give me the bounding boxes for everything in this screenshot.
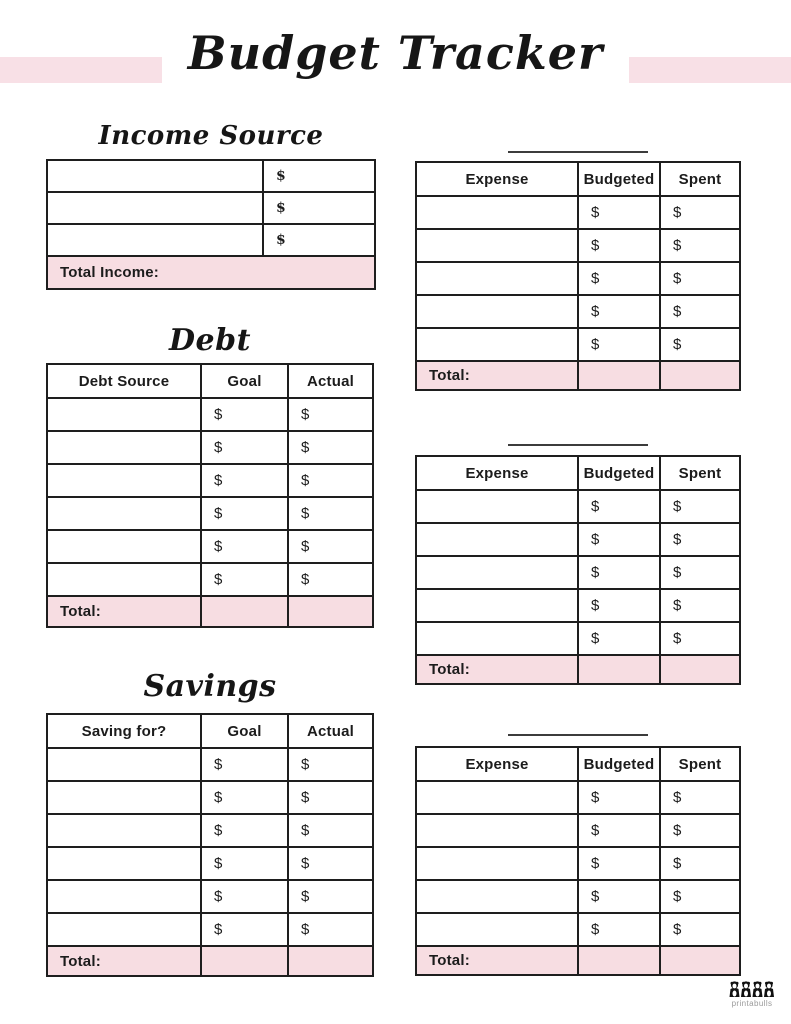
debt-source-header: Debt Source (48, 365, 202, 397)
spent-cell (661, 197, 739, 228)
expense-cell (417, 557, 579, 588)
income-source-cell (48, 193, 264, 223)
total-row (417, 947, 739, 974)
total-row (48, 257, 374, 288)
dollar-sign: $ (591, 204, 600, 221)
total-row (48, 947, 372, 975)
debt-source-cell (48, 498, 202, 529)
total-label: Total: (417, 362, 579, 389)
spent-total-cell (661, 362, 739, 389)
category-blank-line (508, 444, 648, 446)
saving-for-cell (48, 749, 202, 780)
dollar-sign: $ (591, 597, 600, 614)
goal-cell (202, 749, 289, 780)
dollar-sign: $ (591, 855, 600, 872)
goal-header: Goal (202, 365, 289, 397)
total-label: Total: (417, 947, 579, 974)
dollar-sign: $ (591, 564, 600, 581)
dollar-sign: $ (591, 888, 600, 905)
header-row (417, 457, 739, 491)
expense-header: Expense (417, 748, 579, 780)
spent-cell (661, 557, 739, 588)
total-row (417, 656, 739, 683)
dollar-sign: $ (673, 822, 682, 839)
table-row (48, 531, 372, 564)
table-row (48, 161, 374, 193)
saving-for-header: Saving for? (48, 715, 202, 747)
bull-icon (729, 980, 775, 998)
header-row (417, 163, 739, 197)
spent-cell (661, 524, 739, 555)
budgeted-cell (579, 557, 661, 588)
dollar-sign: $ (673, 564, 682, 581)
spent-cell (661, 782, 739, 813)
actual-cell (289, 498, 372, 529)
actual-cell (289, 399, 372, 430)
dollar-sign: $ (591, 498, 600, 515)
dollar-sign: $ (673, 630, 682, 647)
table-row (417, 590, 739, 623)
expense-cell (417, 197, 579, 228)
category-blank-line (508, 151, 648, 153)
goal-cell (202, 914, 289, 945)
income-amount-cell (264, 225, 374, 255)
printabulls-logo (722, 980, 782, 1008)
income-section-title: Income Source (98, 121, 324, 151)
spent-cell (661, 590, 739, 621)
dollar-sign: $ (214, 855, 223, 872)
budgeted-cell (579, 623, 661, 654)
actual-cell (289, 782, 372, 813)
dollar-sign: $ (301, 789, 310, 806)
spent-cell (661, 881, 739, 912)
dollar-sign: $ (673, 921, 682, 938)
actual-total-cell (289, 947, 372, 975)
budgeted-cell (579, 197, 661, 228)
actual-cell (289, 749, 372, 780)
expense-cell (417, 848, 579, 879)
expense-cell (417, 296, 579, 327)
budgeted-cell (579, 329, 661, 360)
budgeted-total-cell (579, 656, 661, 683)
expense-cell (417, 815, 579, 846)
expense-cell (417, 491, 579, 522)
goal-cell (202, 782, 289, 813)
goal-cell (202, 465, 289, 496)
table-row (417, 230, 739, 263)
expense-cell (417, 329, 579, 360)
table-row (417, 914, 739, 947)
dollar-sign: $ (673, 336, 682, 353)
goal-cell (202, 432, 289, 463)
total-row (417, 362, 739, 389)
dollar-sign: $ (301, 538, 310, 555)
actual-cell (289, 914, 372, 945)
debt-source-cell (48, 432, 202, 463)
debt-source-cell (48, 531, 202, 562)
actual-cell (289, 881, 372, 912)
spent-total-cell (661, 656, 739, 683)
table-row (417, 881, 739, 914)
goal-total-cell (202, 947, 289, 975)
spent-cell (661, 296, 739, 327)
saving-for-cell (48, 881, 202, 912)
dollar-sign: $ (673, 597, 682, 614)
table-row (417, 263, 739, 296)
spent-cell (661, 230, 739, 261)
dollar-sign: $ (591, 822, 600, 839)
dollar-sign: $ (673, 789, 682, 806)
savings-table (46, 713, 374, 977)
dollar-sign: $ (214, 756, 223, 773)
budgeted-cell (579, 524, 661, 555)
budgeted-cell (579, 914, 661, 945)
dollar-sign: $ (276, 200, 286, 216)
expense-table-1 (415, 161, 741, 391)
expense-table-3 (415, 746, 741, 976)
spent-header: Spent (678, 464, 722, 482)
budgeted-cell (579, 815, 661, 846)
budgeted-cell (579, 848, 661, 879)
table-row (417, 557, 739, 590)
table-row (48, 881, 372, 914)
expense-cell (417, 623, 579, 654)
table-row (417, 848, 739, 881)
goal-cell (202, 564, 289, 595)
goal-total-cell (202, 597, 289, 626)
page-title (0, 22, 791, 85)
income-table (46, 159, 376, 290)
table-row (48, 225, 374, 257)
total-row (48, 597, 372, 626)
expense-cell (417, 782, 579, 813)
goal-cell (202, 399, 289, 430)
dollar-sign: $ (301, 571, 310, 588)
table-row (48, 914, 372, 947)
spent-cell (661, 263, 739, 294)
debt-table (46, 363, 374, 628)
dollar-sign: $ (301, 472, 310, 489)
expense-cell (417, 590, 579, 621)
actual-cell (289, 564, 372, 595)
dollar-sign: $ (673, 888, 682, 905)
income-source-cell (48, 161, 264, 191)
total-label: Total: (48, 597, 202, 626)
header-row (417, 748, 739, 782)
budgeted-cell (579, 491, 661, 522)
table-row (417, 491, 739, 524)
dollar-sign: $ (301, 855, 310, 872)
saving-for-cell (48, 782, 202, 813)
table-row (417, 524, 739, 557)
dollar-sign: $ (214, 921, 223, 938)
table-row (48, 399, 372, 432)
goal-cell (202, 498, 289, 529)
spent-cell (661, 329, 739, 360)
dollar-sign: $ (591, 336, 600, 353)
dollar-sign: $ (214, 439, 223, 456)
income-source-cell (48, 225, 264, 255)
spent-cell (661, 914, 739, 945)
spent-total-cell (661, 947, 739, 974)
expense-header: Expense (417, 457, 579, 489)
expense-cell (417, 914, 579, 945)
dollar-sign: $ (214, 571, 223, 588)
budgeted-cell (579, 263, 661, 294)
actual-cell (289, 531, 372, 562)
goal-cell (202, 881, 289, 912)
actual-cell (289, 815, 372, 846)
dollar-sign: $ (301, 921, 310, 938)
debt-source-cell (48, 465, 202, 496)
spent-header: Spent (678, 755, 722, 773)
goal-cell (202, 815, 289, 846)
category-blank-line (508, 734, 648, 736)
table-row (417, 623, 739, 656)
table-row (417, 815, 739, 848)
dollar-sign: $ (214, 406, 223, 423)
table-row (48, 193, 374, 225)
actual-cell (289, 432, 372, 463)
savings-section-title: Savings (143, 669, 277, 704)
dollar-sign: $ (301, 756, 310, 773)
dollar-sign: $ (591, 630, 600, 647)
actual-cell (289, 465, 372, 496)
table-row (48, 564, 372, 597)
dollar-sign: $ (673, 855, 682, 872)
budgeted-header: Budgeted (579, 748, 661, 780)
table-row (48, 815, 372, 848)
expense-cell (417, 230, 579, 261)
dollar-sign: $ (276, 168, 286, 184)
budgeted-cell (579, 230, 661, 261)
dollar-sign: $ (214, 472, 223, 489)
dollar-sign: $ (673, 303, 682, 320)
dollar-sign: $ (591, 303, 600, 320)
dollar-sign: $ (214, 789, 223, 806)
dollar-sign: $ (301, 439, 310, 456)
table-row (417, 296, 739, 329)
expense-cell (417, 881, 579, 912)
goal-cell (202, 848, 289, 879)
goal-cell (202, 531, 289, 562)
budgeted-header: Budgeted (579, 457, 661, 489)
total-label: Total: (417, 656, 579, 683)
actual-cell (289, 848, 372, 879)
actual-total-cell (289, 597, 372, 626)
debt-section-title: Debt (169, 323, 251, 358)
dollar-sign: $ (591, 531, 600, 548)
table-row (48, 432, 372, 465)
budgeted-cell (579, 881, 661, 912)
dollar-sign: $ (673, 531, 682, 548)
header-row (48, 715, 372, 749)
saving-for-cell (48, 914, 202, 945)
total-label: Total: (48, 947, 202, 975)
debt-source-cell (48, 564, 202, 595)
spent-cell (661, 491, 739, 522)
income-amount-cell (264, 193, 374, 223)
header-row (48, 365, 372, 399)
budgeted-cell (579, 782, 661, 813)
budgeted-cell (579, 590, 661, 621)
dollar-sign: $ (673, 237, 682, 254)
dollar-sign: $ (591, 789, 600, 806)
page-title-text: Budget Tracker (162, 22, 630, 85)
table-row (417, 197, 739, 230)
debt-source-cell (48, 399, 202, 430)
budgeted-cell (579, 296, 661, 327)
dollar-sign: $ (301, 406, 310, 423)
dollar-sign: $ (214, 505, 223, 522)
saving-for-cell (48, 815, 202, 846)
table-row (48, 749, 372, 782)
spent-cell (661, 623, 739, 654)
dollar-sign: $ (591, 270, 600, 287)
table-row (48, 465, 372, 498)
dollar-sign: $ (673, 204, 682, 221)
table-row (417, 782, 739, 815)
table-row (48, 848, 372, 881)
spent-cell (661, 848, 739, 879)
budgeted-total-cell (579, 947, 661, 974)
expense-header: Expense (417, 163, 579, 195)
expense-table-2 (415, 455, 741, 685)
brand-name: printabulls (731, 999, 773, 1008)
dollar-sign: $ (214, 888, 223, 905)
expense-cell (417, 524, 579, 555)
dollar-sign: $ (673, 498, 682, 515)
budgeted-total-cell (579, 362, 661, 389)
dollar-sign: $ (673, 270, 682, 287)
actual-header: Actual (306, 722, 355, 740)
spent-cell (661, 815, 739, 846)
dollar-sign: $ (214, 822, 223, 839)
actual-header: Actual (306, 372, 355, 390)
expense-cell (417, 263, 579, 294)
dollar-sign: $ (301, 505, 310, 522)
dollar-sign: $ (214, 538, 223, 555)
income-amount-cell (264, 161, 374, 191)
goal-header: Goal (202, 715, 289, 747)
table-row (48, 782, 372, 815)
dollar-sign: $ (276, 232, 286, 248)
total-income-label: Total Income: (60, 264, 159, 281)
dollar-sign: $ (591, 237, 600, 254)
dollar-sign: $ (591, 921, 600, 938)
table-row (48, 498, 372, 531)
saving-for-cell (48, 848, 202, 879)
dollar-sign: $ (301, 888, 310, 905)
spent-header: Spent (678, 170, 722, 188)
dollar-sign: $ (301, 822, 310, 839)
table-row (417, 329, 739, 362)
budgeted-header: Budgeted (579, 163, 661, 195)
